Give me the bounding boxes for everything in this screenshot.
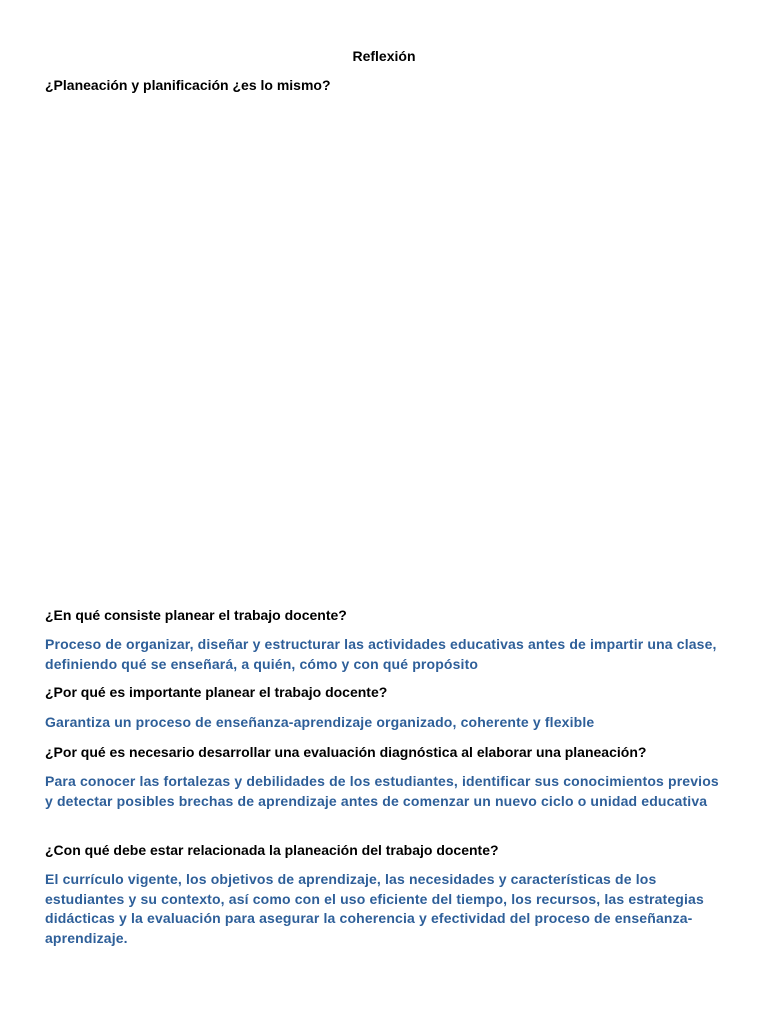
document-title: Reflexión (352, 48, 416, 64)
question-por-que-importante: ¿Por qué es importante planear el trabajo docente? (45, 684, 388, 700)
question-relacionada-con: ¿Con qué debe estar relacionada la planeación del trabajo docente? (45, 842, 499, 858)
question-en-que-consiste: ¿En qué consiste planear el trabajo docente? (45, 607, 347, 623)
question-evaluacion-diagnostica: ¿Por qué es necesario desarrollar una evaluación diagnóstica al elaborar una planeación? (45, 744, 647, 760)
answer-evaluacion-diagnostica: Para conocer las fortalezas y debilidades de los estudiantes, identificar sus conocimientos previos y detectar posibles brechas de aprendizaje antes de comenzar un nuevo ciclo o unidad educativa (45, 773, 719, 809)
answer-en-que-consiste: Proceso de organizar, diseñar y estructurar las actividades educativas antes de impartir una clase, definiendo qué se enseñará, a quién, cómo y con qué propósito (45, 636, 717, 672)
answer-por-que-importante: Garantiza un proceso de enseñanza-aprendizaje organizado, coherente y flexible (45, 714, 595, 730)
answer-relacionada-con: El currículo vigente, los objetivos de aprendizaje, las necesidades y características de los estudiantes y su contexto, así como con el uso eficiente del tiempo, los recursos, las estrategias didácticas y la evaluación para asegurar la coherencia y efectividad del proceso de enseñanza-aprendizaje. (45, 871, 704, 946)
question-planeacion-vs-planificacion: ¿Planeación y planificación ¿es lo mismo? (45, 77, 331, 93)
